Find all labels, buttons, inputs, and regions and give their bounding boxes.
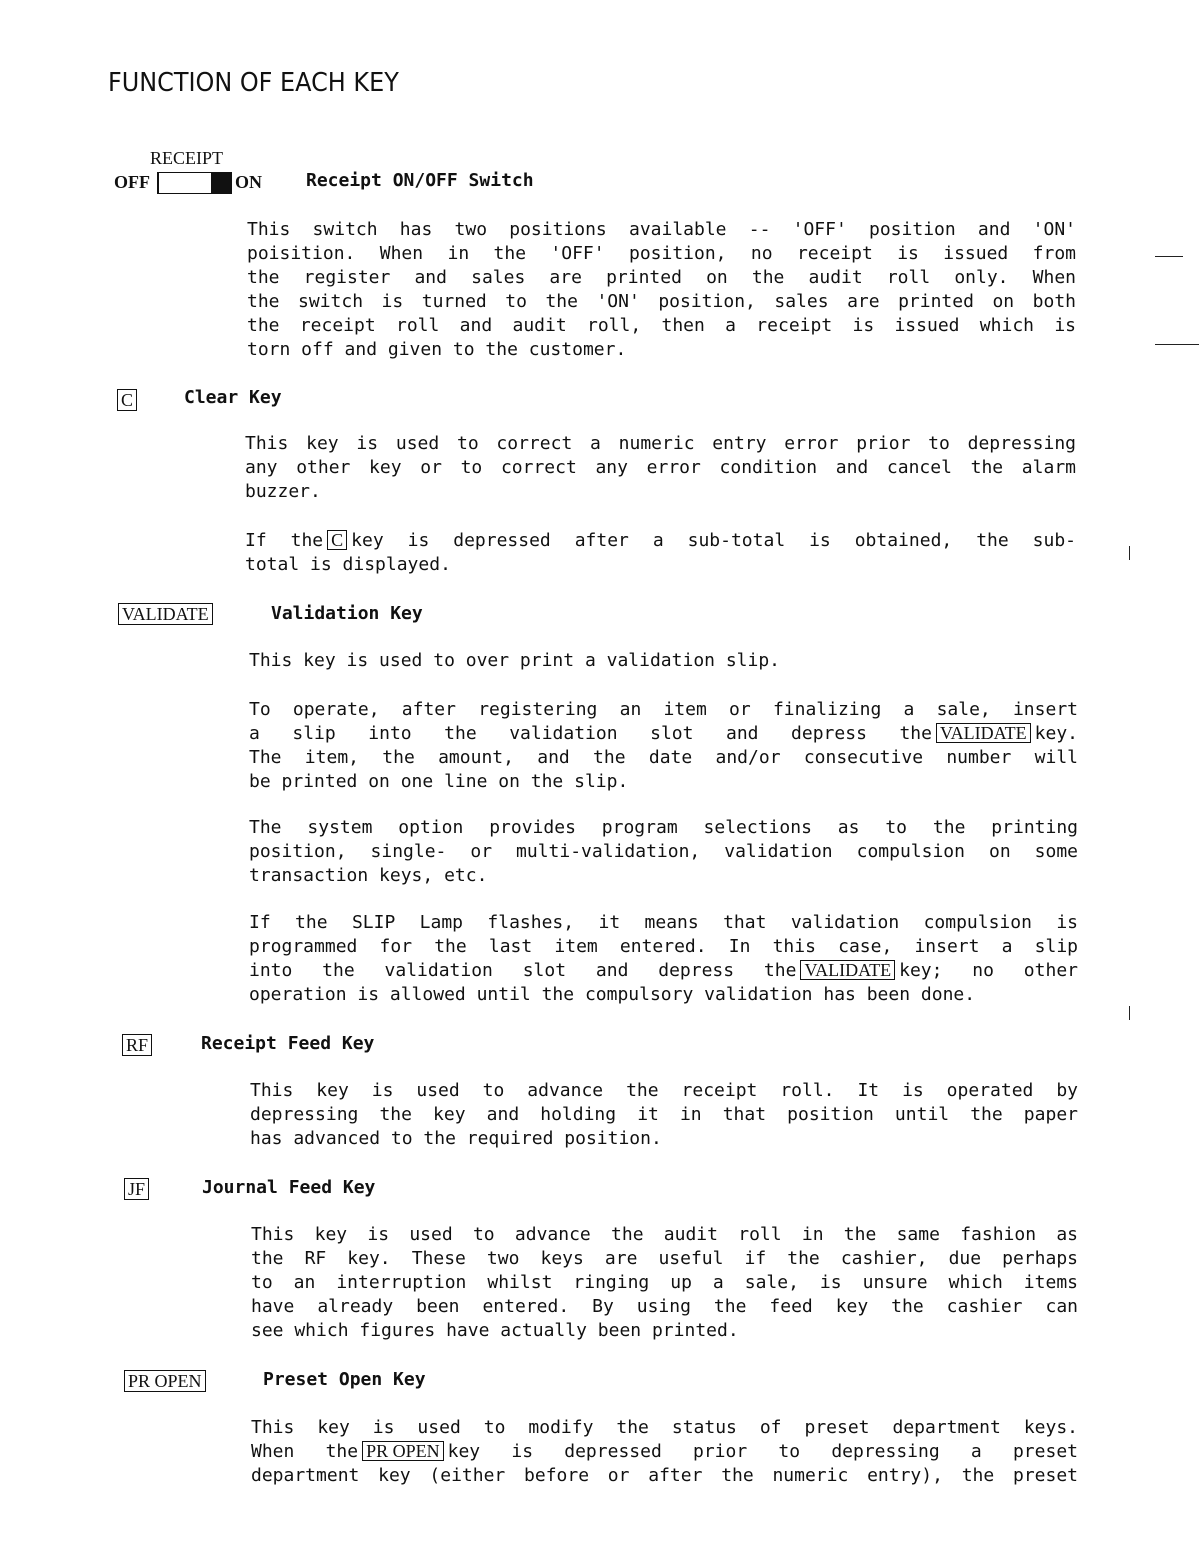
text-line: This key is used to advance the audit roll in the same fashion as (251, 1224, 1078, 1245)
text-line: The item, the amount, and the date and/or consecutive number will (249, 747, 1078, 768)
clear-key-description (245, 432, 1076, 504)
validate-key-description (249, 649, 1078, 673)
validate-key-inline: VALIDATE (800, 960, 895, 980)
switch-off-label: OFF (114, 172, 150, 192)
text-fragment: a slip into the validation slot and depress the (249, 723, 932, 744)
text-line (251, 1440, 1078, 1464)
receipt-feed-key[interactable]: RF (122, 1034, 152, 1056)
clear-key-heading: Clear Key (184, 387, 282, 408)
validate-key-operation (249, 698, 1078, 794)
jf-key-heading: Journal Feed Key (202, 1177, 376, 1198)
text-line (249, 959, 1078, 983)
text-line: This switch has two positions available -- 'OFF' position and 'ON' (247, 219, 1076, 240)
text-line: transaction keys, etc. (249, 865, 488, 886)
text-line: poisition. When in the 'OFF' position, no receipt is issued from (247, 243, 1076, 264)
pr-open-key-inline: PR OPEN (362, 1441, 444, 1461)
jf-key-description (251, 1223, 1078, 1343)
switch-knob (211, 173, 231, 193)
text-fragment: key is depressed prior to depressing a preset (447, 1441, 1078, 1462)
text-fragment: If the (245, 530, 324, 551)
text-line: has advanced to the required position. (250, 1128, 662, 1149)
text-line: any other key or to correct any error condition and cancel the alarm (245, 457, 1076, 478)
clear-key[interactable]: C (117, 389, 137, 411)
page-title: FUNCTION OF EACH KEY (108, 68, 399, 98)
scan-mark (1129, 1006, 1130, 1020)
text-line: This key is used to correct a numeric entry error prior to depressing (245, 433, 1076, 454)
text-line: programmed for the last item entered. In this case, insert a slip (249, 936, 1078, 957)
text-line: This key is used to advance the receipt roll. It is operated by (250, 1080, 1078, 1101)
text-line: the receipt roll and audit roll, then a receipt is issued which is (247, 315, 1076, 336)
text-line: the switch is turned to the 'ON' position, sales are printed on both (247, 291, 1076, 312)
text-line: department key (either before or after the numeric entry), the preset (251, 1465, 1078, 1486)
receipt-switch[interactable] (157, 172, 232, 194)
receipt-switch-label: RECEIPT (150, 148, 224, 168)
clear-key-subtotal-note (245, 529, 1076, 577)
text-fragment: key; no other (899, 960, 1078, 981)
text-line: have already been entered. By using the feed key the cashier can (251, 1296, 1078, 1317)
scan-mark (1155, 256, 1183, 257)
clear-key-inline: C (327, 530, 347, 550)
text-line: torn off and given to the customer. (247, 339, 627, 360)
validate-key-heading: Validation Key (271, 603, 423, 624)
text-line: If the SLIP Lamp flashes, it means that validation compulsion is (249, 912, 1078, 933)
text-line: The system option provides program selections as to the printing (249, 817, 1078, 838)
text-fragment: When the (251, 1441, 359, 1462)
text-line: depressing the key and holding it in that position until the paper (250, 1104, 1078, 1125)
text-line: see which figures have actually been printed. (251, 1320, 739, 1341)
journal-feed-key[interactable]: JF (124, 1178, 149, 1200)
text-line: the register and sales are printed on the audit roll only. When (247, 267, 1076, 288)
pr-open-key-heading: Preset Open Key (263, 1369, 426, 1390)
text-fragment: into the validation slot and depress the (249, 960, 797, 981)
switch-on-label: ON (235, 172, 262, 192)
validate-key-slip-lamp (249, 911, 1078, 1007)
text-line: the RF key. These two keys are useful if the cashier, due perhaps (251, 1248, 1078, 1269)
scan-mark (1129, 546, 1130, 560)
rf-key-heading: Receipt Feed Key (201, 1033, 375, 1054)
rf-key-description (250, 1079, 1078, 1151)
text-line: This key is used to modify the status of preset department keys. (251, 1417, 1078, 1438)
validate-key[interactable]: VALIDATE (118, 603, 213, 625)
text-line: be printed on one line on the slip. (249, 771, 629, 792)
receipt-switch-description (247, 218, 1076, 362)
text-line: operation is allowed until the compulsory validation has been done. (249, 984, 976, 1005)
validate-key-system-option (249, 816, 1078, 888)
text-line: buzzer. (245, 481, 321, 502)
text-line: This key is used to over print a validation slip. (249, 650, 781, 671)
text-line: position, single- or multi-validation, validation compulsion on some (249, 841, 1078, 862)
text-line (249, 722, 1078, 746)
text-line (245, 529, 1076, 553)
preset-open-key[interactable]: PR OPEN (124, 1370, 206, 1392)
text-fragment: key is depressed after a sub-total is obtained, the sub- (351, 530, 1076, 551)
text-fragment: key. (1034, 723, 1078, 744)
text-line: total is displayed. (245, 554, 451, 575)
scan-mark (1155, 344, 1199, 345)
text-line: to an interruption whilst ringing up a sale, is unsure which items (251, 1272, 1078, 1293)
text-line: To operate, after registering an item or finalizing a sale, insert (249, 699, 1078, 720)
validate-key-inline: VALIDATE (936, 723, 1031, 743)
receipt-switch-heading: Receipt ON/OFF Switch (306, 170, 534, 191)
pr-open-key-description (251, 1416, 1078, 1488)
